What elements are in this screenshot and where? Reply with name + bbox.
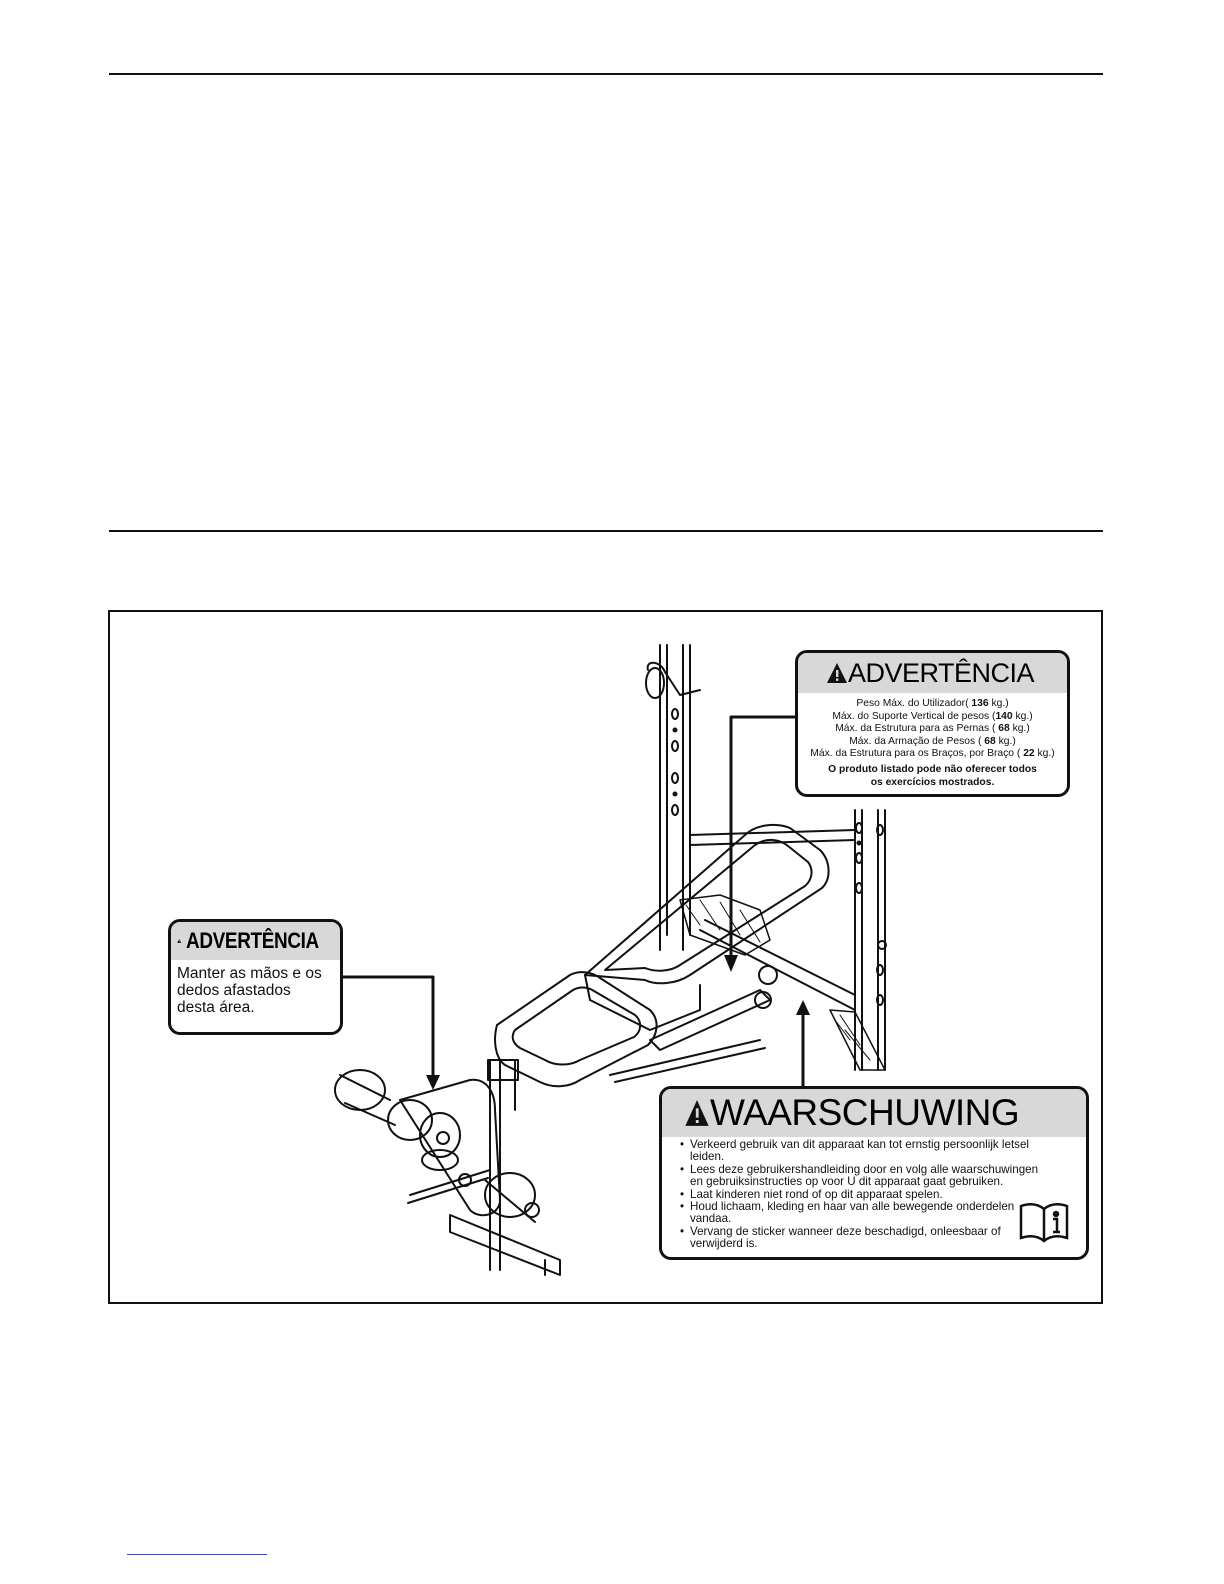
label-body: [798, 693, 1067, 789]
leader-lines: [343, 717, 803, 1087]
manual-info-icon: [1018, 1201, 1070, 1243]
label-heading: [171, 922, 340, 960]
weight-limit-warning-label: [795, 650, 1070, 797]
warning-triangle-icon: [826, 662, 848, 684]
warning-item: • Lees deze gebruikershandleiding door en volg alle waarschuwingen en gebruiksinstructies op voor U dit apparaat gaat gebruiken.: [682, 1164, 1052, 1189]
label-body: Manter as mãos e os dedos afastados desta área.: [177, 965, 322, 1016]
upright-right: [855, 810, 886, 1070]
limit-line: Máx. da Estrutura para os Braços, por Braço ( 22 kg.): [810, 748, 1055, 760]
label-heading-text: WAARSCHUWING: [710, 1092, 1020, 1133]
general-warning-label: [659, 1086, 1089, 1260]
warning-triangle-icon: [684, 1099, 710, 1127]
label-heading: [798, 653, 1067, 693]
warning-item: • Houd lichaam, kleding en haar van alle bewegende onderdelen vandaa.: [682, 1201, 1052, 1226]
limit-line: Máx. do Suporte Vertical de pesos (140 kg.): [832, 710, 1033, 722]
warning-triangle-icon: [177, 931, 182, 951]
limit-line: Peso Máx. do Utilizador( 136 kg.): [856, 698, 1009, 709]
limit-line: Máx. da Armação de Pesos ( 68 kg.): [849, 735, 1016, 747]
warning-item: • Vervang de sticker wanneer deze beschadigd, onleesbaar of verwijderd is.: [682, 1226, 1052, 1251]
label-heading-text: ADVERTÊNCIA: [848, 657, 1035, 688]
footer-link-underline: [127, 1554, 267, 1555]
label-note: O produto listado pode não oferecer todos os exercícios mostrados.: [828, 763, 1037, 788]
label-heading: [662, 1089, 1086, 1137]
label-heading-text: ADVERTÊNCIA: [185, 928, 319, 953]
limit-line: Máx. da Estrutura para as Pernas ( 68 kg.): [835, 723, 1030, 735]
pinch-point-warning-label: [168, 919, 343, 1035]
upright-left: [646, 645, 700, 950]
warning-list: [662, 1139, 1052, 1251]
warning-item: • Verkeerd gebruik van dit apparaat kan tot ernstig persoonlijk letsel leiden.: [682, 1139, 1052, 1164]
warning-item: • Laat kinderen niet rond of op dit apparaat spelen.: [682, 1189, 1052, 1201]
